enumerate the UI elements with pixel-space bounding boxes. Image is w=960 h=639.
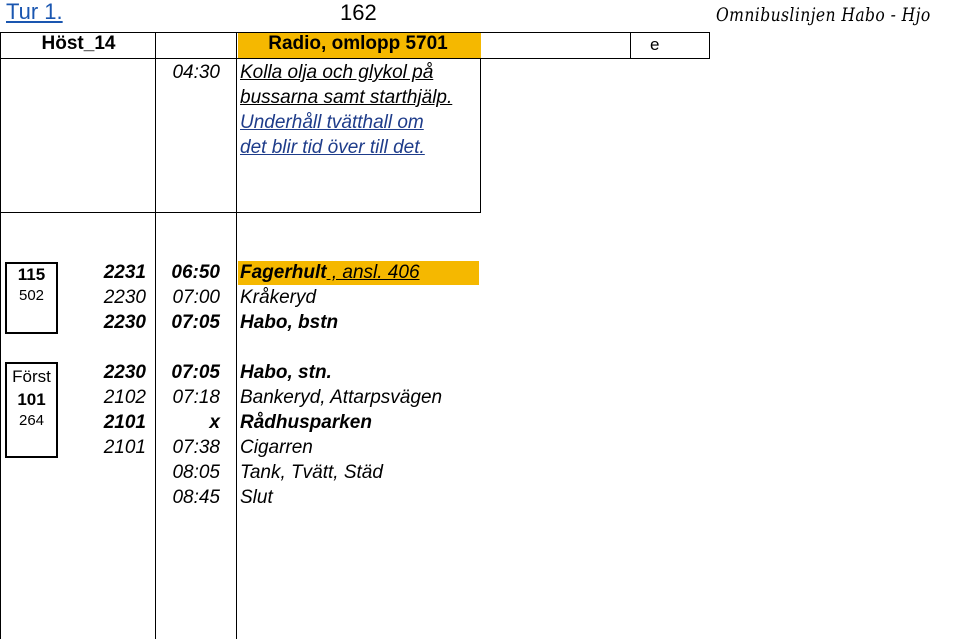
- notes-line-4: det blir tid över till det.: [240, 137, 425, 158]
- block2-time-3: x: [209, 412, 220, 433]
- company-name: Omnibuslinjen Habo - Hjo: [716, 4, 931, 26]
- radio-label: Radio, omlopp 5701: [268, 33, 448, 54]
- block1-time-2: 07:00: [172, 287, 220, 308]
- notes-line-2: bussarna samt starthjälp.: [240, 87, 453, 108]
- column-divider-left: [155, 32, 156, 639]
- page-left-border: [0, 32, 1, 639]
- header-bottom-border: [0, 58, 710, 59]
- block1-stop-1: 2231: [103, 262, 146, 283]
- notes-line-1: Kolla olja och glykol på: [240, 62, 434, 83]
- block2-label: Först: [12, 367, 51, 386]
- block1-stop-3: 2230: [103, 312, 146, 333]
- block1-time-3: 07:05: [171, 312, 220, 333]
- column-divider-mid: [236, 32, 237, 639]
- block2-stop-4: 2101: [103, 437, 146, 458]
- block2-place-2: Bankeryd, Attarpsvägen: [240, 387, 443, 408]
- block1-place-3: Habo, bstn: [240, 312, 339, 333]
- block2-stop-2: 2102: [103, 387, 146, 408]
- block2-place-6: Slut: [240, 487, 273, 508]
- block2-place-5: Tank, Tvätt, Städ: [240, 462, 383, 483]
- block2-stop-1: 2230: [103, 362, 146, 383]
- block1-place-2: Kråkeryd: [240, 287, 317, 308]
- block1-time-1: 06:50: [171, 262, 220, 283]
- tour-number: 162: [340, 0, 377, 25]
- block2-place-3: Rådhusparken: [240, 412, 372, 433]
- notes-line-3: Underhåll tvätthall om: [240, 112, 424, 133]
- block1-sub: 502: [18, 287, 45, 304]
- block2-time-2: 07:18: [172, 387, 220, 408]
- block1-stop-2: 2230: [103, 287, 146, 308]
- block1-place-1: Fagerhult , ansl. 406: [240, 262, 420, 283]
- block2-time-6: 08:45: [172, 487, 220, 508]
- block2-time-5: 08:05: [172, 462, 220, 483]
- e-box-left: [630, 32, 631, 59]
- block2-time-4: 07:38: [172, 437, 220, 458]
- block2-place-1: Habo, stn.: [240, 362, 332, 383]
- notes-time: 04:30: [172, 62, 220, 83]
- notes-bottom-border: [0, 212, 481, 213]
- block2-stop-3: 2101: [103, 412, 146, 433]
- season-label: Höst_14: [41, 33, 116, 54]
- tour-title: Tur 1.: [6, 0, 63, 24]
- extra-field: e: [650, 35, 660, 54]
- e-box-right: [709, 32, 710, 59]
- block2-sub: 264: [18, 412, 45, 429]
- block1-line: 115: [17, 265, 46, 284]
- block2-line: 101: [17, 390, 46, 409]
- block2-place-4: Cigarren: [240, 437, 313, 458]
- column-divider-right: [480, 32, 481, 213]
- block2-time-1: 07:05: [171, 362, 220, 383]
